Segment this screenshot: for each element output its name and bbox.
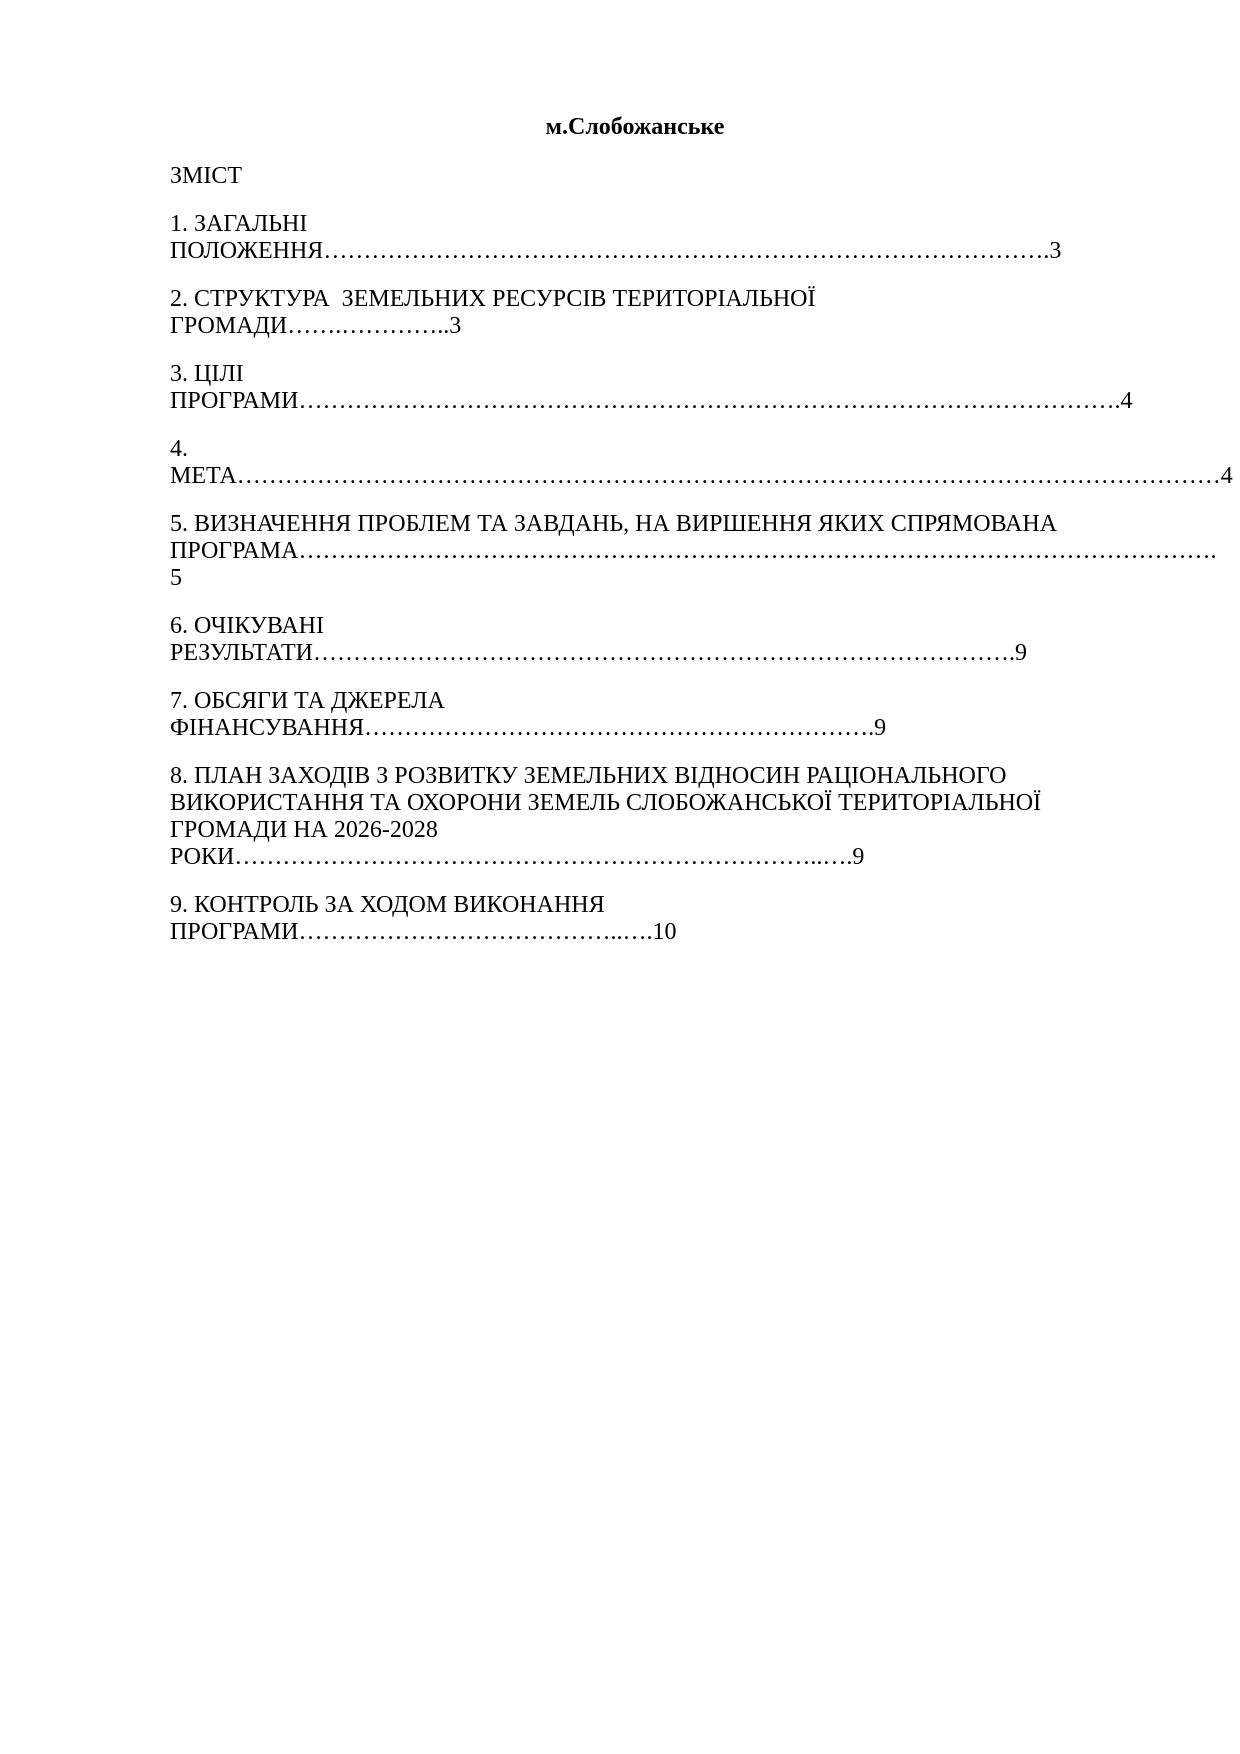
toc-entry-title-continued: ВИКОРИСТАННЯ ТА ОХОРОНИ ЗЕМЕЛЬ СЛОБОЖАНСЬКОЇ ТЕРИТОРІАЛЬНОЇ — [170, 790, 1042, 816]
toc-entry-9 — [170, 892, 1100, 946]
toc-entry-5 — [170, 511, 1217, 592]
toc-entry-2 — [170, 286, 1100, 340]
toc-entry-leader: ПРОГРАМИ………………………………………………………………………………………….4 — [170, 388, 1133, 414]
toc-entry-title-continued: ГРОМАДИ НА 2026-2028 — [170, 817, 438, 843]
toc-entry-leader: ГРОМАДИ…….…………..3 — [170, 313, 462, 339]
toc-entry-leader: ПРОГРАМА……………………………………………………………………………………………………. — [170, 538, 1217, 564]
toc-entry-title: 3. ЦІЛІ — [170, 361, 244, 387]
toc-entry-leader: ФІНАНСУВАННЯ……………………………………………………….9 — [170, 715, 887, 741]
place-heading: м.Слобожанське — [545, 114, 725, 140]
toc-entry-leader: ПРОГРАМИ…………………………………..….10 — [170, 919, 677, 945]
toc-entry-1 — [170, 211, 1100, 265]
toc-entry-title: 6. ОЧІКУВАНІ — [170, 613, 324, 639]
toc-entry-3 — [170, 361, 1133, 415]
toc-entry-leader: МЕТА……………………………………………………………………………………………………………4 — [170, 463, 1233, 489]
toc-entry-title: 7. ОБСЯГИ ТА ДЖЕРЕЛА — [170, 688, 445, 714]
toc-entry-title: 8. ПЛАН ЗАХОДІВ З РОЗВИТКУ ЗЕМЕЛЬНИХ ВІДНОСИН РАЦІОНАЛЬНОГО — [170, 763, 1007, 789]
toc-entry-6 — [170, 613, 1100, 667]
toc-heading: ЗМІСТ — [170, 163, 243, 189]
toc-entry-8 — [170, 763, 1100, 871]
toc-entry-leader: ПОЛОЖЕННЯ……………………………………………………………………………….3 — [170, 238, 1062, 264]
toc-entry-4 — [170, 436, 1233, 490]
toc-entry-7 — [170, 688, 1100, 742]
toc-entry-leader: РОКИ………………………………………………………………..….9 — [170, 844, 865, 870]
table-of-contents — [170, 211, 1233, 946]
toc-entry-title: 1. ЗАГАЛЬНІ — [170, 211, 308, 237]
toc-entry-page-number: 5 — [170, 565, 182, 591]
toc-entry-leader: РЕЗУЛЬТАТИ…………………………………………………………………………….9 — [170, 640, 1027, 666]
toc-entry-title: 5. ВИЗНАЧЕННЯ ПРОБЛЕМ ТА ЗАВДАНЬ, НА ВИРШЕННЯ ЯКИХ СПРЯМОВАНА — [170, 511, 1058, 537]
toc-entry-title: 2. СТРУКТУРА ЗЕМЕЛЬНИХ РЕСУРСІВ ТЕРИТОРІАЛЬНОЇ — [170, 286, 816, 312]
toc-entry-title: 4. — [170, 436, 188, 462]
toc-entry-title: 9. КОНТРОЛЬ ЗА ХОДОМ ВИКОНАННЯ — [170, 892, 605, 918]
